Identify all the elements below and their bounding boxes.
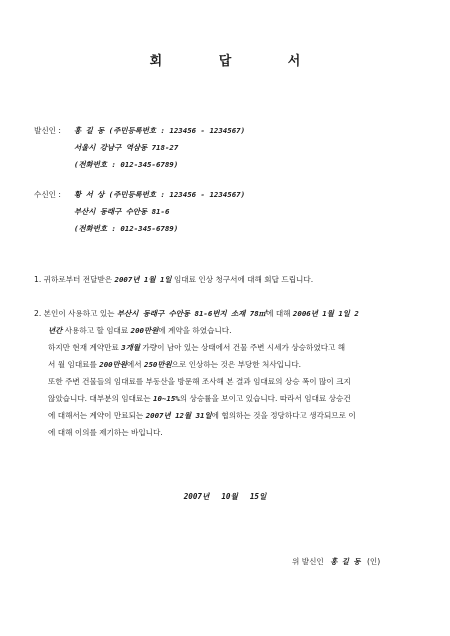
item-2-line-3 <box>34 339 418 356</box>
text-run: 또한 주변 건물들의 임대료를 부동산을 방문해 조사해 본 결과 임대료의 상승 폭이 많이 크지 <box>48 377 351 386</box>
signature-prefix: 위 발신인 <box>292 557 324 566</box>
text-run: 에 대해 <box>266 309 293 318</box>
text-run: 에 협의하는 것을 정당하다고 생각되므로 이 <box>211 411 356 420</box>
text-run: 하지만 현재 계약만료 <box>48 343 122 352</box>
item-2-line-1 <box>34 305 418 322</box>
text-run: 의 상승률을 보이고 있습니다. 따라서 임대료 상승건 <box>179 394 351 403</box>
receiver-label: 수신인 : <box>34 190 61 199</box>
item-2-line-7 <box>34 407 418 424</box>
amount-run: 200만원 <box>99 360 127 369</box>
text-run: 2. 본인이 사용하고 있는 <box>34 309 117 318</box>
receiver-phone: (전화번호 : 012-345-6789) <box>74 224 179 233</box>
text-run: 으로 인상하는 것은 부당한 처사입니다. <box>171 360 302 369</box>
text-run: 에 계약을 하였습니다. <box>158 326 232 335</box>
sender-name-line: 홍 길 동 (주민등록번호 : 123456 - 1234567) <box>74 126 246 135</box>
receiver-name-line: 황 서 상 (주민등록번호 : 123456 - 1234567) <box>74 190 246 199</box>
item-1-text: 1. 귀하로부터 전달받은 <box>34 275 115 284</box>
date-day: 15일 <box>249 492 267 501</box>
item-2-line-2 <box>34 322 418 339</box>
sender-block <box>34 122 245 173</box>
text-run: 서 월 임대료를 <box>48 360 100 369</box>
sender-label: 발신인 : <box>34 126 61 135</box>
document-date <box>0 491 450 502</box>
amount-run: 250만원 <box>144 360 172 369</box>
sender-phone: (전화번호 : 012-345-6789) <box>74 160 179 169</box>
term-run: 년간 <box>48 326 63 335</box>
address-run: 부산시 동래구 수안동 81-6번지 소재 78㎡ <box>116 309 267 318</box>
item-1-paragraph <box>34 271 418 288</box>
item-2-line-8 <box>34 424 418 441</box>
item-2-paragraph <box>34 305 418 441</box>
date-run: 2006년 1월 1일 2 <box>292 309 359 318</box>
text-run: 않았습니다. 대부분의 임대료는 <box>48 394 154 403</box>
sender-address: 서울시 강남구 역삼동 718-27 <box>74 143 179 152</box>
item-1-text-end: 임대료 인상 청구서에 대해 회답 드립니다. <box>171 275 314 284</box>
text-run: 에 대해서는 계약이 만료되는 <box>48 411 146 420</box>
text-run: 에서 <box>126 360 144 369</box>
amount-run: 200만원 <box>130 326 159 335</box>
receiver-block <box>34 186 245 237</box>
item-2-line-6 <box>34 390 418 407</box>
text-run: 가량이 남아 있는 상태에서 건물 주변 시세가 상승하였다고 해 <box>140 343 346 352</box>
receiver-address: 부산시 동래구 수안동 81-6 <box>74 207 170 216</box>
percent-run: 10~15% <box>153 394 180 403</box>
document-title: 회 답 서 <box>149 54 327 69</box>
item-2-line-4 <box>34 356 418 373</box>
signature-line <box>292 556 380 567</box>
signature-seal: (인) <box>366 557 381 566</box>
date-year: 2007년 <box>183 492 210 501</box>
date-run: 2007년 12월 31일 <box>145 411 212 420</box>
signature-name: 홍 길 동 <box>330 557 361 566</box>
item-1-date: 2007년 1월 1일 <box>114 275 172 284</box>
item-2-line-5 <box>34 373 418 390</box>
text-run: 사용하고 할 임대료 <box>62 326 131 335</box>
months-run: 3개월 <box>121 343 140 352</box>
date-month: 10월 <box>221 492 238 501</box>
text-run: 에 대해 이의를 제기하는 바입니다. <box>48 428 163 437</box>
